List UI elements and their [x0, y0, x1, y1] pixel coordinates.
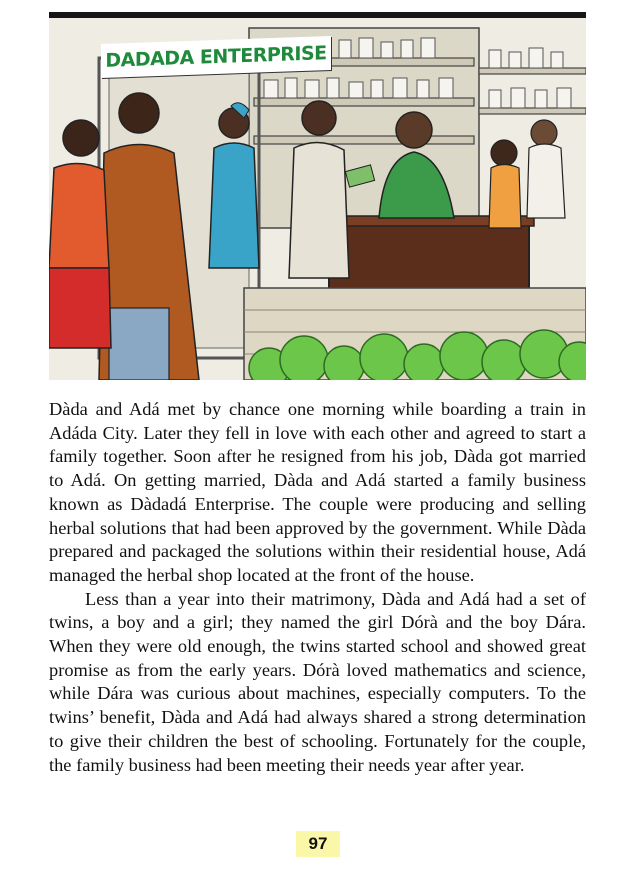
shop-sign-text: DADADA ENTERPRISE	[105, 42, 327, 72]
page-number-box	[296, 831, 340, 857]
paragraph: Dàda and Adá met by chance one morning while boarding a train in Adáda City. Later they fell in love with each other and agreed to start a family together. Soon after he resigned from his job, Dàda got married to Adá. On getting married, Dàda and Adá started a family business known as Dàdadá Enterprise. The couple were producing and selling herbal solutions that had been approved by the government. While Dàda prepared and packaged the solutions within their residential house, Adá managed the herbal shop located at the front of the house.	[49, 399, 586, 585]
story-text	[49, 398, 586, 777]
page-number: 97	[308, 834, 328, 853]
shop-illustration	[49, 12, 586, 380]
paragraph: Less than a year into their matrimony, Dàda and Adá had a set of twins, a boy and a girl; they named the girl Dórà and the boy Dára. When they were old enough, the twins started school and showed great promise as from the early years. Dórà loved mathematics and science, while Dára was curious about machines, especially computers. To the twins’ benefit, Dàda and Adá had always shared a strong determination to give their children the best of schooling. Fortunately for the couple, the family business had been meeting their needs year after year.	[49, 588, 586, 775]
